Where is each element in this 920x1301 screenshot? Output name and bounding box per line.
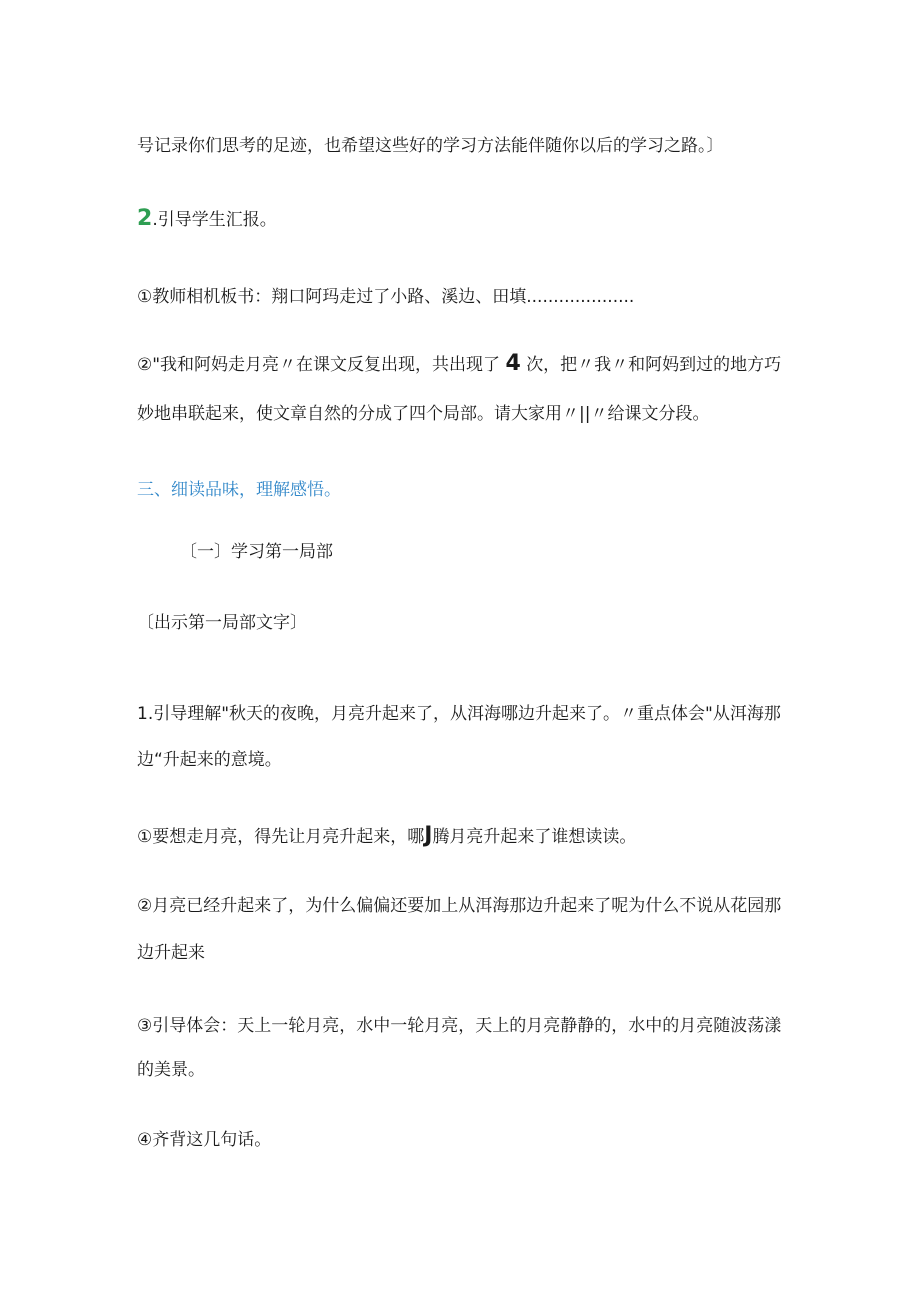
question-1-item-4: ④齐背这几句话。 [137, 1130, 272, 1150]
item-2-line-2: 妙地串联起来，使文章自然的分成了四个局部。请大家用〃||〃给课文分段。 [137, 404, 710, 424]
subsection-title: 〔一〕学习第一局部 [180, 542, 333, 562]
item-1: ①教师相机板书：翔口阿玛走过了小路、溪边、田填.................... [137, 287, 635, 307]
item-text-a: ①要想走月亮，得先让月亮升起来，哪 [137, 827, 425, 847]
item-2-line-1 [137, 352, 781, 377]
display-note: 〔出示第一局部文字〕 [137, 613, 307, 633]
item-2-text-a: ②"我和阿妈走月亮〃在课文反复出现，共出现了 [137, 355, 501, 375]
question-1-item-2-line-1: ②月亮已经升起来了，为什么偏偏还要加上从洱海那边升起来了呢为什么不说从花园那 [137, 896, 782, 916]
step-text: .引导学生汇报。 [152, 210, 277, 230]
question-1-item-3-line-1: ③引导体会：天上一轮月亮，水中一轮月亮，天上的月亮静静的，水中的月亮随波荡漾 [137, 1016, 782, 1036]
question-1-line-2: 边“升起来的意境。 [137, 750, 282, 770]
question-1-item-2-line-2: 边升起来 [137, 943, 205, 963]
question-1-line-1: 1.引导理解"秋天的夜晚，月亮升起来了，从洱海哪边升起来了。〃重点体会"从洱海那 [137, 704, 781, 724]
step-number: 2 [137, 206, 153, 231]
question-1-item-1 [137, 824, 636, 849]
item-text-b: 腾月亮升起来了谁想读读。 [432, 827, 637, 847]
item-2-text-b: 次，把〃我〃和阿妈到过的地方巧 [526, 355, 782, 375]
question-1-item-3-line-2: 的美景。 [137, 1060, 205, 1080]
count-number: 4 [505, 351, 521, 376]
item-glyph: J [424, 823, 433, 848]
paragraph-continuation: 号记录你们思考的足迹，也希望这些好的学习方法能伴随你以后的学习之路。〕 [137, 136, 724, 156]
step-2-heading [137, 207, 277, 232]
section-heading: 三、细读品味，理解感悟。 [137, 480, 341, 500]
